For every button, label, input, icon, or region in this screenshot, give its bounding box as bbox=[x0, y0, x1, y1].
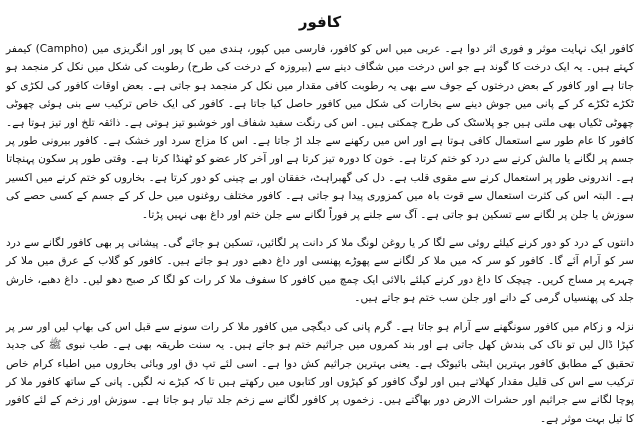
paragraph-cold-uses: نزلہ و زکام میں کافور سونگھنے سے آرام ہو جاتا ہے۔ گرم پانی کی دیگچی میں کافور ملا کر رات سونے سے قبل اس کی بھاپ لیں اور سر پر کپڑا ڈال لیں تو ناک کی بندش کھل جاتی ہے اور بند کمروں میں جراثیم ختم ہو جاتے ہیں۔ یہ سنت طریقہ بھی ہے۔ طب نبوی ﷺ کی جدید تحقیق کے مطابق کافور بہترین اینٹی بائیوٹک ہے۔ یعنی بہترین جراثیم کش دوا ہے۔ اسی لئے تپ دق اور وبائی بخاروں میں اطباء کرام خاص ترکیب سے اس کی قلیل مقدار کھلاتے ہیں اور لوگ کافور کو کپڑوں اور کتابوں میں رکھتے ہیں تا کہ کیڑے نہ لگیں۔ پانی کے ساتھ کافور ملا کر پوچا لگانے سے جراثیم اور حشرات الارض دور بھاگتے ہیں۔ زخموں پر کافور لگانے سے زخم جلد تیار ہو جاتا ہے۔ سوزش اور زخم کے لئے کافور کا تیل بہت موثر ہے۔ bbox=[6, 320, 634, 425]
paragraph-intro: کافور ایک نہایت موثر و فوری اثر دوا ہے۔ عربی میں اس کو کافور، فارسی میں کپور، ہندی میں کا پور اور انگریزی میں (Campho) کیمفر کہتے ہیں۔ یہ ایک درخت کا گوند ہے جو اس درخت میں شگاف دینے سے (بیروزہ کے درخت کی طرح) رطوبت کی شکل میں نکل کر منجمد ہو جاتا ہے اور کافور کے بعض درختوں کے جوف سے بھی یہ رطوبت کافی مقدار میں نکل کر منجمد ہو جاتی ہے۔ بعض اوقات کافور کی لکڑی کو ٹکڑے ٹکڑے کر کے پانی میں جوش دینے سے بخارات کی شکل میں کافور حاصل کیا جاتا ہے۔ کافور کی ایک خاص ترکیب سے بنی ہوئی چھوٹی چھوٹی ٹکیاں بھی ملتی ہیں جو پلاسٹک کی طرح چمکتی ہیں۔ اس کی رنگت سفید شفاف اور خوشبو تیز ہوتی ہے۔ ذائقہ تلخ اور تیز ہوتا ہے۔ کافور کا عام طور سے استعمال کافی ہوتا ہے اور اس میں رکھنے سے جلد اڑ جاتا ہے۔ اس کا مزاج سرد اور خشک ہے۔ کافور بیرونی طور پر جسم پر لگانے یا مالش کرنے سے درد کو ختم کرتا ہے۔ خون کا دورہ تیز کرتا ہے اور آخر کار عضو کو ٹھنڈا کرتا ہے۔ وقتی طور پر سکون پہنچاتا ہے۔ اندرونی طور پر استعمال کرنے سے مقوی قلب ہے۔ دل کی گھبراہٹ، خفقان اور بے چینی کو دور کرتا ہے۔ بخاروں کو ختم کرنے میں اکسیر ہے۔ البتہ اس کی کثرت استعمال سے قوت باہ میں کمزوری پیدا ہو جاتی ہے۔ کافور مختلف روغنوں میں حل کر کے جسم کے کسی حصے کی سوزش یا جلن پر لگانے سے تسکین ہو جاتی ہے۔ آگ سے جلنے پر فوراً لگانے سے جلن ختم اور داغ بھی نہیں پڑتا۔ bbox=[6, 43, 634, 221]
page-title: کافور bbox=[298, 13, 342, 31]
paragraph-dental-uses: دانتوں کے درد کو دور کرنے کیلئے روئی سے لگا کر یا روغن لونگ ملا کر دانت پر لگائیں، تسکین ہو جائے گی۔ پیشانی پر بھی کافور لگانے سے درد سر کو آرام آئے گا۔ کافور کو سر کہ میں ملا کر لگانے سے پھوڑے پھنسی اور داغ دھبے دور ہو جاتے ہیں۔ کافور کو گلاب کے عرق میں ملا کر چہرے پر مساج کریں۔ چیچک کا داغ دور کرنے کیلئے بالائی ایک چمچ میں کافور کا سفوف ملا کر رات کو لگا کر صبح دھو لیں۔ داغ دھبے، خارش جلد کی پھنسیاں گرمی کے دانے اور جلن سب ختم ہو جاتے ہیں۔ bbox=[6, 237, 634, 305]
